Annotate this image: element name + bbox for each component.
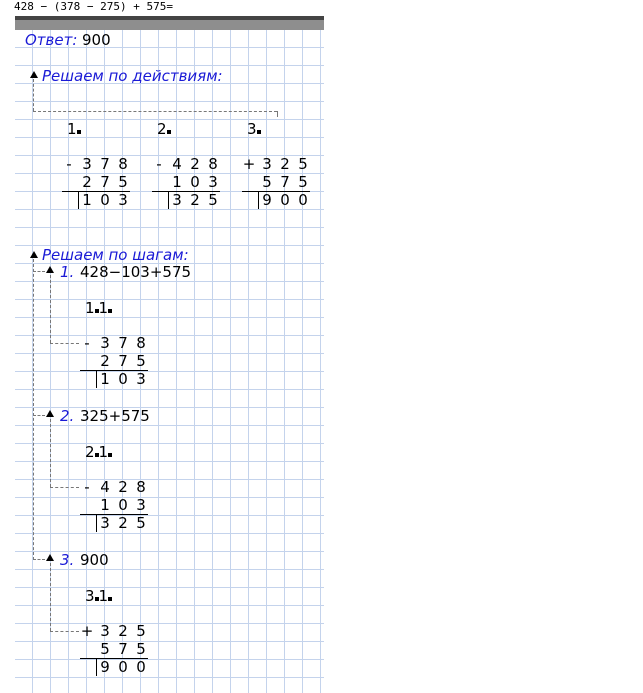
digit: 7 (118, 640, 128, 658)
digit: 9 (262, 191, 272, 209)
operator-sign: - (66, 155, 72, 173)
digit: 1 (172, 173, 182, 191)
operator-sign: + (80, 622, 94, 640)
tree-connector (33, 559, 45, 560)
digit: 0 (118, 370, 128, 388)
tree-connector (50, 419, 51, 487)
digit: 5 (118, 173, 128, 191)
digit: 3 (136, 370, 146, 388)
digit: 2 (280, 155, 290, 173)
digit: 3 (262, 155, 272, 173)
digit: 0 (136, 658, 146, 676)
top-bar-shade (15, 20, 324, 30)
digit: 5 (298, 155, 308, 173)
answer-label: Ответ: (25, 31, 78, 49)
digit: 5 (298, 173, 308, 191)
digit: 7 (100, 173, 110, 191)
digit: 9 (100, 658, 110, 676)
tree-connector (50, 563, 51, 631)
sum-line (80, 658, 148, 659)
collapse-triangle-icon[interactable] (46, 410, 54, 417)
digit: 7 (100, 155, 110, 173)
step-number: 1. (60, 263, 75, 281)
grid-sheet (15, 30, 324, 693)
tree-connector (50, 631, 79, 632)
digit: 8 (208, 155, 218, 173)
digit: 7 (118, 352, 128, 370)
step-number: 3. (60, 551, 75, 569)
tree-connector (33, 271, 45, 272)
result-bar (258, 191, 259, 209)
collapse-triangle-icon[interactable] (30, 71, 38, 78)
digit: 0 (100, 191, 110, 209)
digit: 5 (136, 352, 146, 370)
action-number: 3 (247, 120, 261, 138)
digit: 7 (280, 173, 290, 191)
digit: 3 (100, 622, 110, 640)
action-number: 1 (67, 120, 81, 138)
digit: 5 (136, 622, 146, 640)
digit: 2 (190, 155, 200, 173)
sum-line (62, 191, 130, 192)
step-expression: 428−103+575 (80, 263, 192, 281)
digit: 5 (100, 640, 110, 658)
digit: 4 (172, 155, 182, 173)
tree-connector (33, 415, 45, 416)
digit: 1 (100, 370, 110, 388)
tree-connector (50, 275, 51, 343)
digit: 0 (280, 191, 290, 209)
step-expression: 900 (80, 551, 109, 569)
result-bar (96, 370, 97, 388)
collapse-triangle-icon[interactable] (30, 251, 38, 258)
digit: 2 (118, 478, 128, 496)
digit: 0 (118, 658, 128, 676)
answer-value: 900 (82, 31, 111, 49)
sum-line (80, 514, 148, 515)
action-number: 2 (157, 120, 171, 138)
by-actions-title: Решаем по действиям: (42, 67, 223, 85)
tree-connector (50, 343, 79, 344)
sub-step-number: 1 1 (85, 299, 112, 317)
digit: 0 (118, 496, 128, 514)
tree-connector (33, 111, 277, 112)
collapse-triangle-icon[interactable] (46, 266, 54, 273)
digit: 1 (100, 496, 110, 514)
step-number: 2. (60, 407, 75, 425)
digit: 2 (82, 173, 92, 191)
digit: 7 (118, 334, 128, 352)
digit: 5 (208, 191, 218, 209)
digit: 0 (190, 173, 200, 191)
step-expression: 325+575 (80, 407, 150, 425)
sub-step-number: 3 1 (85, 587, 112, 605)
result-bar (96, 658, 97, 676)
digit: 8 (136, 334, 146, 352)
digit: 2 (190, 191, 200, 209)
digit: 5 (262, 173, 272, 191)
sub-step-number: 2 1 (85, 443, 112, 461)
digit: 8 (118, 155, 128, 173)
digit: 1 (82, 191, 92, 209)
digit: 5 (136, 514, 146, 532)
collapse-triangle-icon[interactable] (46, 554, 54, 561)
tree-connector (50, 487, 79, 488)
operator-sign: - (156, 155, 162, 173)
result-bar (168, 191, 169, 209)
expression-text: 428 − (378 − 275) + 575= (14, 0, 173, 13)
digit: 0 (298, 191, 308, 209)
tree-connector (277, 111, 278, 117)
digit: 3 (208, 173, 218, 191)
digit: 4 (100, 478, 110, 496)
digit: 2 (118, 514, 128, 532)
digit: 2 (118, 622, 128, 640)
by-steps-title: Решаем по шагам: (42, 246, 189, 264)
digit: 3 (136, 496, 146, 514)
operator-sign: + (242, 155, 256, 173)
result-bar (96, 514, 97, 532)
digit: 3 (172, 191, 182, 209)
operator-sign: - (84, 334, 90, 352)
operator-sign: - (84, 478, 90, 496)
sum-line (242, 191, 310, 192)
result-bar (78, 191, 79, 209)
digit: 8 (136, 478, 146, 496)
digit: 3 (118, 191, 128, 209)
sum-line (152, 191, 220, 192)
digit: 3 (82, 155, 92, 173)
digit: 3 (100, 514, 110, 532)
tree-connector (33, 259, 34, 560)
tree-connector (33, 79, 34, 111)
digit: 5 (136, 640, 146, 658)
digit: 2 (100, 352, 110, 370)
digit: 3 (100, 334, 110, 352)
sum-line (80, 370, 148, 371)
